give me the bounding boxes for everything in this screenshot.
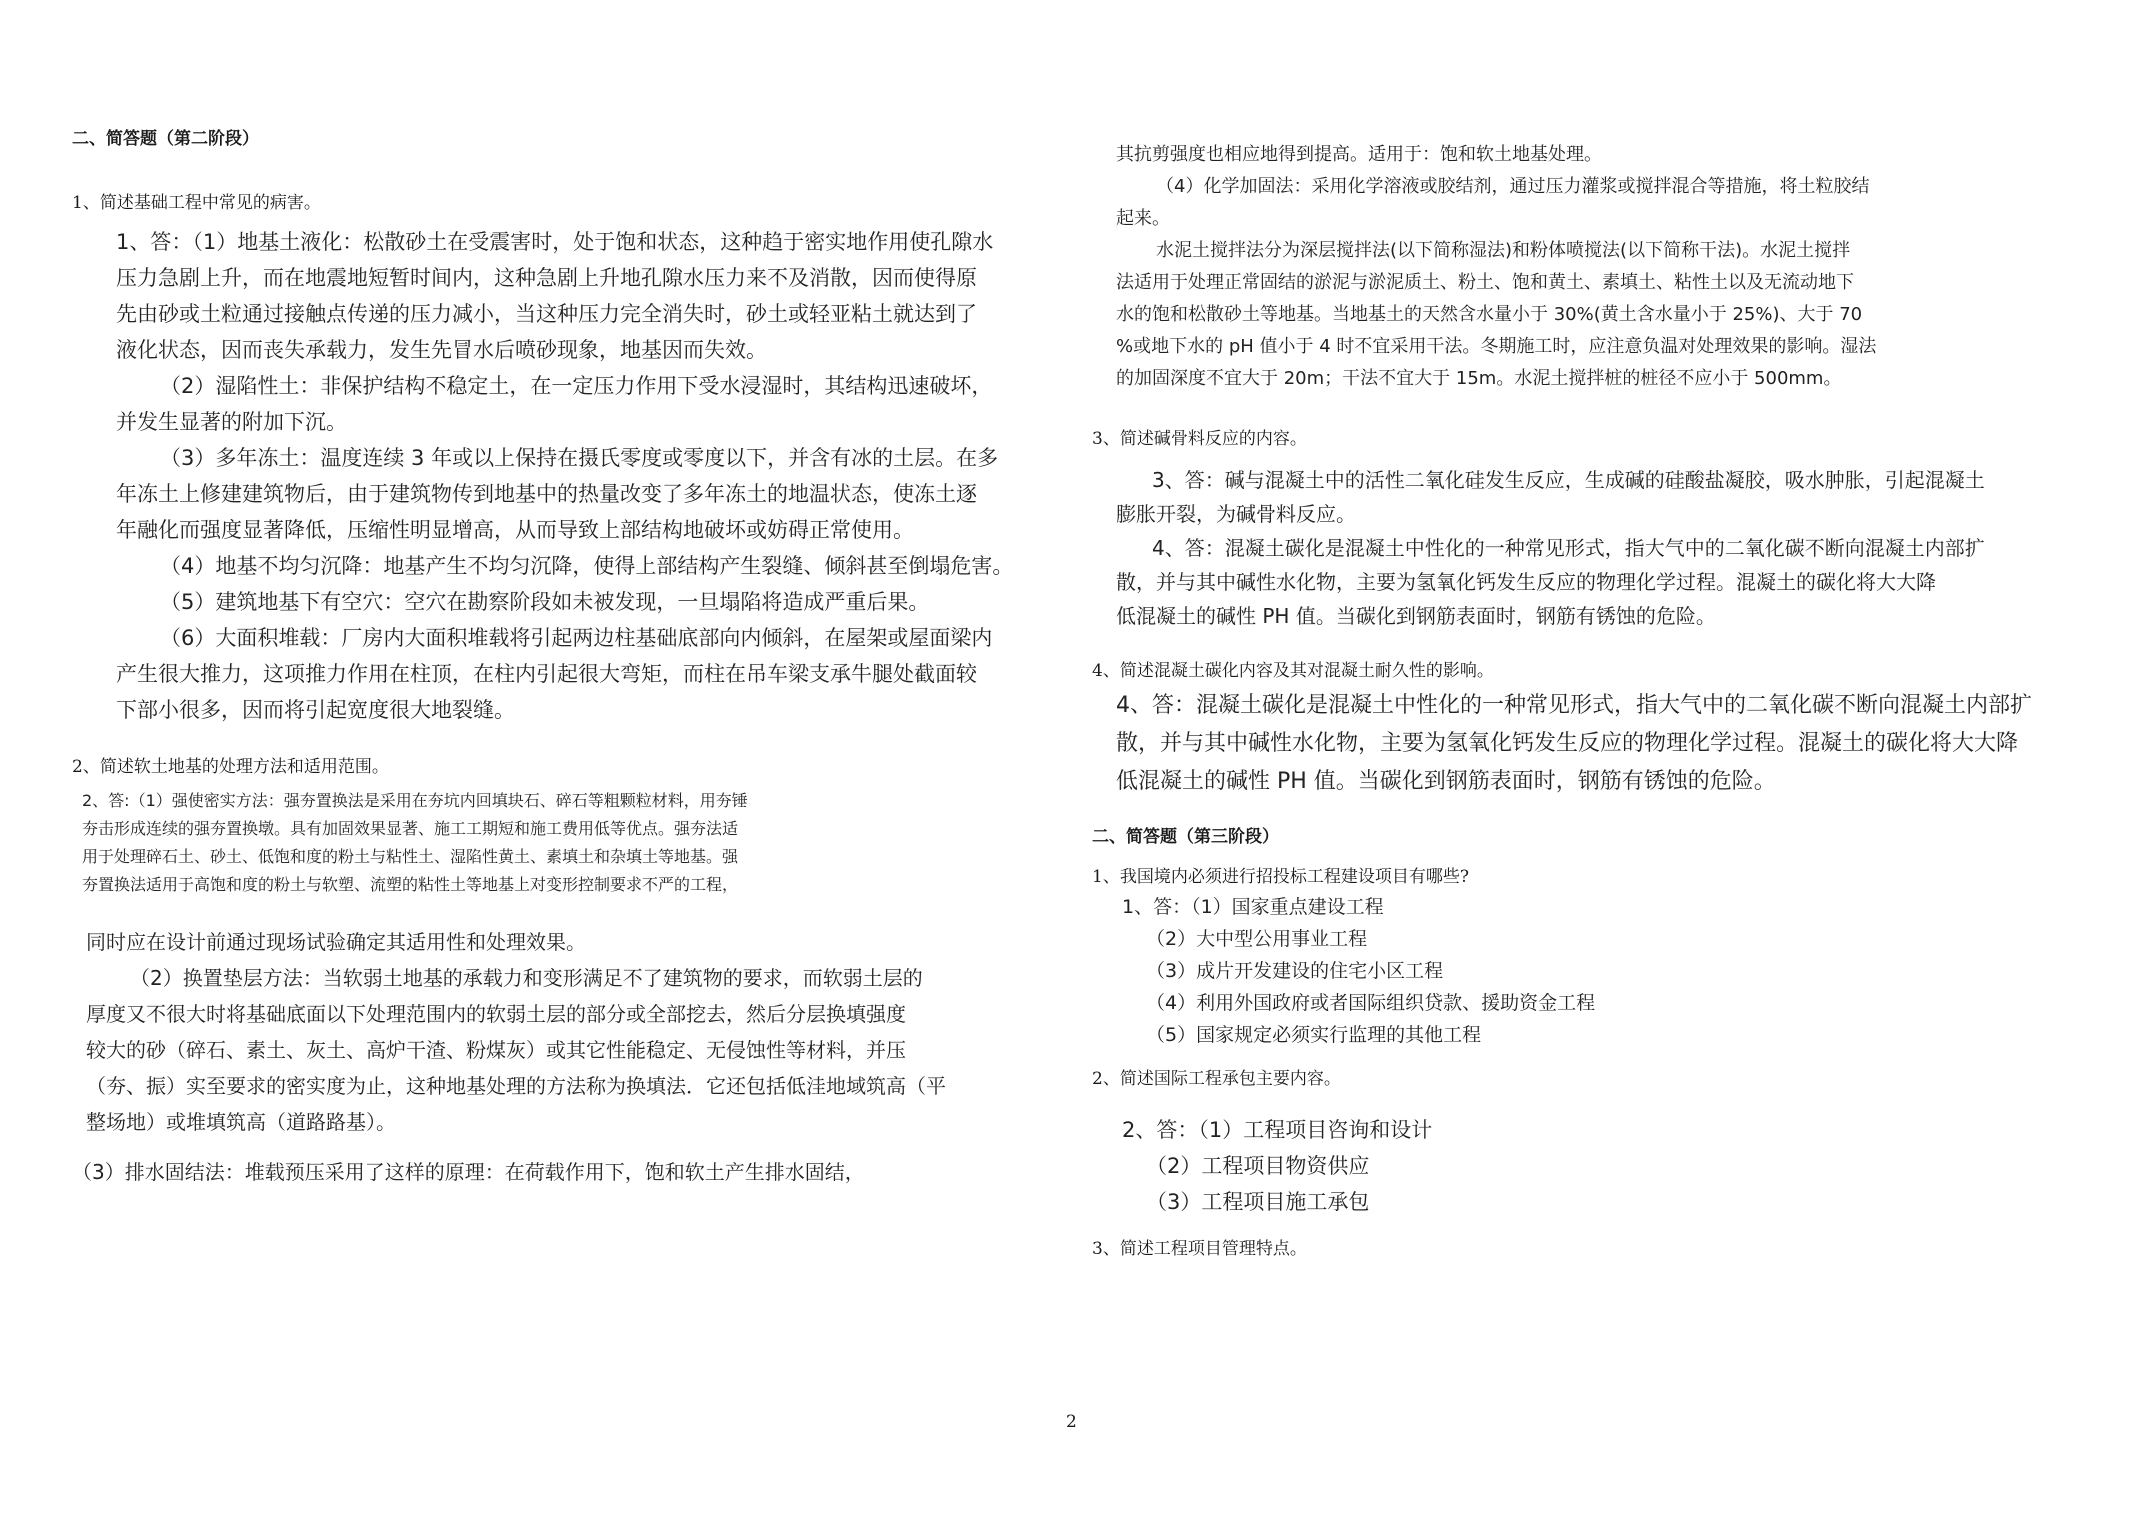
answer-1-line: 1、答：（1）地基土液化：松散砂土在受震害时，处于饱和状态，这种趋于密实地作用使孔隙水 — [116, 230, 994, 254]
answer-1-line: 先由砂或土粒通过接触点传递的压力减小，当这种压力完全消失时，砂土或轻亚粘土就达到了 — [116, 302, 977, 326]
answer-2-line: （夯、振）实至要求的密实度为止，这种地基处理的方法称为换填法．它还包括低洼地域筑高（平 — [86, 1074, 946, 1098]
continued-text: 的加固深度不宜大于 20m；干法不宜大于 15m。水泥土搅拌桩的桩径不应小于 500mm。 — [1116, 368, 1842, 389]
section-heading-stage2: 二、简答题（第二阶段） — [72, 129, 259, 149]
section-heading-stage3: 二、简答题（第三阶段） — [1092, 827, 1279, 847]
answer-p1-line: （2）大中型公用事业工程 — [1146, 928, 1368, 950]
answer-1-line: 产生很大推力，这项推力作用在柱顶，在柱内引起很大弯矩，而柱在吊车梁支承牛腿处截面较 — [116, 662, 977, 686]
question-p2: 2、简述国际工程承包主要内容。 — [1092, 1069, 1341, 1089]
question-2: 2、简述软土地基的处理方法和适用范围。 — [72, 757, 389, 777]
answer-1-line: 压力急剧上升，而在地震地短暂时间内，这种急剧上升地孔隙水压力来不及消散，因而使得原 — [116, 266, 977, 290]
question-p1: 1、我国境内必须进行招投标工程建设项目有哪些? — [1092, 867, 1469, 887]
answer-2-line: 夯击形成连续的强夯置换墩。具有加固效果显著、施工工期短和施工费用低等优点。强夯法适 — [82, 819, 739, 838]
page-number: 2 — [1066, 1412, 1077, 1432]
answer-1-line: 液化状态，因而丧失承载力，发生先冒水后喷砂现象，地基因而失效。 — [116, 338, 767, 362]
answer-p1-line: （5）国家规定必须实行监理的其他工程 — [1146, 1024, 1482, 1046]
answer-2-line: 用于处理碎石土、砂土、低饱和度的粉土与粘性土、湿陷性黄土、素填土和杂填土等地基。强 — [82, 847, 739, 866]
answer-3-line: 3、答：碱与混凝土中的活性二氧化硅发生反应，生成碱的硅酸盐凝胶，吸水肿胀，引起混凝土 — [1152, 468, 1985, 492]
answer-3-line: 低混凝土的碱性 PH 值。当碳化到钢筋表面时，钢筋有锈蚀的危险。 — [1116, 604, 1716, 628]
answer-2-line: 夯置换法适用于高饱和度的粉土与软塑、流塑的粘性土等地基上对变形控制要求不严的工程， — [82, 875, 739, 894]
continued-text: 起来。 — [1116, 208, 1170, 229]
answer-2-line: 整场地）或堆填筑高（道路路基）。 — [86, 1110, 396, 1134]
answer-p1-line: （3）成片开发建设的住宅小区工程 — [1146, 960, 1444, 982]
answer-p2-line: （3）工程项目施工承包 — [1146, 1190, 1370, 1214]
answer-2-line: 同时应在设计前通过现场试验确定其适用性和处理效果。 — [86, 930, 586, 954]
answer-p2-line: （2）工程项目物资供应 — [1146, 1154, 1370, 1178]
answer-1-line: （6）大面积堆载：厂房内大面积堆载将引起两边柱基础底部向内倾斜，在屋架或屋面梁内 — [160, 626, 993, 650]
answer-2-line: 较大的砂（碎石、素土、灰土、高炉干渣、粉煤灰）或其它性能稳定、无侵蚀性等材料，并压 — [86, 1038, 906, 1062]
continued-text: 水泥土搅拌法分为深层搅拌法(以下简称湿法)和粉体喷搅法(以下简称干法)。水泥土搅拌 — [1156, 240, 1851, 261]
question-1: 1、简述基础工程中常见的病害。 — [72, 193, 321, 213]
answer-1-line: 年冻土上修建建筑物后，由于建筑物传到地基中的热量改变了多年冻土的地温状态，使冻土逐 — [116, 482, 977, 506]
answer-p2-line: 2、答：（1）工程项目咨询和设计 — [1122, 1118, 1433, 1142]
answer-2-line: 2、答:（1）强使密实方法：强夯置换法是采用在夯坑内回填块石、碎石等粗颗粒材料，用夯锤 — [82, 791, 748, 810]
answer-1-line: 并发生显著的附加下沉。 — [116, 410, 347, 434]
answer-1-line: 年融化而强度显著降低，压缩性明显增高，从而导致上部结构地破坏或妨碍正常使用。 — [116, 518, 914, 542]
answer-p1-line: 1、答：（1）国家重点建设工程 — [1122, 896, 1384, 918]
answer-4-line: 4、答：混凝土碳化是混凝土中性化的一种常见形式，指大气中的二氧化碳不断向混凝土内部扩 — [1116, 693, 2033, 718]
answer-4-line: 低混凝土的碱性 PH 值。当碳化到钢筋表面时，钢筋有锈蚀的危险。 — [1116, 769, 1776, 794]
answer-2-line: 厚度又不很大时将基础底面以下处理范围内的软弱土层的部分或全部挖去，然后分层换填强度 — [86, 1002, 906, 1026]
continued-text: %或地下水的 pH 值小于 4 时不宜采用干法。冬期施工时，应注意负温对处理效果的影响。湿法 — [1116, 336, 1877, 357]
continued-text: （4）化学加固法：采用化学溶液或胶结剂，通过压力灌浆或搅拌混合等措施，将土粒胶结 — [1156, 176, 1870, 197]
answer-1-line: （4）地基不均匀沉降：地基产生不均匀沉降，使得上部结构产生裂缝、倾斜甚至倒塌危害。 — [160, 554, 1014, 578]
answer-1-line: （5）建筑地基下有空穴：空穴在勘察阶段如未被发现，一旦塌陷将造成严重后果。 — [160, 590, 930, 614]
answer-2-line: （2）换置垫层方法：当软弱土地基的承载力和变形满足不了建筑物的要求，而软弱土层的 — [130, 966, 923, 990]
answer-3-line: 膨胀开裂，为碱骨料反应。 — [1116, 502, 1356, 526]
answer-2-line: （3）排水固结法：堆载预压采用了这样的原理：在荷载作用下，饱和软土产生排水固结， — [72, 1160, 865, 1184]
answer-4-line: 散，并与其中碱性水化物，主要为氢氧化钙发生反应的物理化学过程。混凝土的碳化将大大降 — [1116, 731, 2019, 756]
answer-1-line: （3）多年冻土：温度连续 3 年或以上保持在摄氏零度或零度以下，并含有冰的土层。在多 — [160, 446, 999, 470]
answer-3-line: 4、答：混凝土碳化是混凝土中性化的一种常见形式，指大气中的二氧化碳不断向混凝土内部扩 — [1152, 536, 1985, 560]
question-4: 4、简述混凝土碳化内容及其对混凝土耐久性的影响。 — [1092, 661, 1494, 681]
answer-1-line: （2）湿陷性土：非保护结构不稳定土，在一定压力作用下受水浸湿时，其结构迅速破坏， — [160, 374, 993, 398]
answer-3-line: 散，并与其中碱性水化物，主要为氢氧化钙发生反应的物理化学过程。混凝土的碳化将大大降 — [1116, 570, 1936, 594]
question-3: 3、简述碱骨料反应的内容。 — [1092, 429, 1307, 449]
continued-text: 水的饱和松散砂土等地基。当地基土的天然含水量小于 30%(黄土含水量小于 25%)、大于 70 — [1116, 304, 1863, 325]
continued-text: 其抗剪强度也相应地得到提高。适用于：饱和软土地基处理。 — [1116, 144, 1602, 165]
answer-1-line: 下部小很多，因而将引起宽度很大地裂缝。 — [116, 698, 515, 722]
answer-p1-line: （4）利用外国政府或者国际组织贷款、援助资金工程 — [1146, 992, 1596, 1014]
question-p3: 3、简述工程项目管理特点。 — [1092, 1239, 1307, 1259]
continued-text: 法适用于处理正常固结的淤泥与淤泥质土、粉土、饱和黄土、素填土、粘性土以及无流动地下 — [1116, 272, 1854, 293]
